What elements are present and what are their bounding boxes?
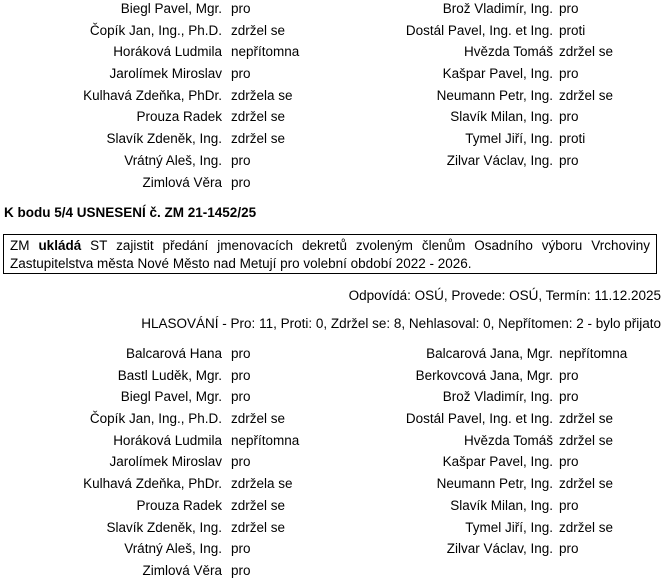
vote-value: zdržel se [559,87,614,103]
vote-value: proti [559,131,586,147]
vote-value: pro [559,454,579,470]
vote-value: zdržel se [231,497,286,513]
vote-row [0,20,667,42]
vote-row [0,41,667,63]
vote-value: nepřítomna [559,346,628,361]
vote-value: zdržel se [559,476,614,492]
vote-value: pro [231,66,251,82]
council-member-name: Jarolímek Miroslav [109,66,222,82]
vote-row [0,408,667,430]
vote-value: zdržel se [231,109,286,125]
council-member-name: Balcarová Hana [125,346,222,361]
vote-list-bottom [0,343,667,582]
vote-value: pro [231,389,251,405]
council-member-name: Bastl Luděk, Mgr. [117,367,222,383]
council-member-name: Berkovcová Jana, Mgr. [415,367,553,383]
vote-row [0,343,667,365]
council-member-name: Dostál Pavel, Ing. et Ing. [405,411,553,427]
vote-value: pro [231,454,251,470]
vote-row [0,473,667,495]
council-member-name: Dostál Pavel, Ing. et Ing. [405,22,553,38]
council-member-name: Kulhavá Zdeňka, PhDr. [83,87,222,103]
council-member-name: Vrátný Aleš, Ing. [124,541,222,557]
council-member-name: Slavík Zdeněk, Ing. [106,519,222,535]
vote-row [0,0,667,20]
vote-value: zdržel se [559,519,614,535]
vote-value: pro [559,541,579,557]
council-member-name: Hvězda Tomáš [463,432,553,448]
vote-list-top [0,0,667,193]
vote-value: pro [231,152,251,168]
vote-value: pro [231,541,251,557]
council-member-name: Neumann Petr, Ing. [436,87,553,103]
council-member-name: Horáková Ludmila [113,44,222,60]
vote-value: nepřítomna [231,44,300,60]
vote-row [0,517,667,539]
council-member-name: Balcarová Jana, Mgr. [426,346,553,361]
resolution-text: ST zajistit předání jmenovacích dekretů zvoleným členům Osadního výboru Vrchoviny Zastupitelstva města Nové Město nad Metují pro volební období 2022 - 2026. [10,238,650,271]
vote-value: zdržel se [559,411,614,427]
vote-value: pro [559,1,579,16]
vote-row [0,560,667,582]
council-member-name: Slavík Milan, Ing. [450,109,553,125]
vote-value: zdržel se [559,432,614,448]
vote-value: pro [231,1,251,16]
council-member-name: Zilvar Václav, Ing. [446,541,553,557]
vote-row [0,85,667,107]
council-member-name: Brož Vladimír, Ing. [442,389,553,405]
council-member-name: Slavík Zdeněk, Ing. [106,131,222,147]
vote-row [0,386,667,408]
council-member-name: Kašpar Pavel, Ing. [442,454,553,470]
resolution-prefix: ZM [10,238,30,253]
vote-row [0,430,667,452]
council-member-name: Slavík Milan, Ing. [450,497,553,513]
responsibility-line: Odpovídá: OSÚ, Provede: OSÚ, Termín: 11.12.2025 [348,288,661,303]
agenda-item-heading: K bodu 5/4 USNESENÍ č. ZM 21-1452/25 [4,205,257,220]
vote-row [0,365,667,387]
council-member-name: Horáková Ludmila [113,432,222,448]
council-member-name: Biegl Pavel, Mgr. [120,389,222,405]
council-member-name: Brož Vladimír, Ing. [442,1,553,16]
council-member-name: Čopík Jan, Ing., Ph.D. [89,22,222,38]
council-member-name: Zimlová Věra [142,174,222,190]
vote-row [0,495,667,517]
vote-value: pro [231,174,251,190]
vote-value: pro [559,367,579,383]
council-member-name: Kašpar Pavel, Ing. [442,66,553,82]
vote-value: pro [559,497,579,513]
vote-value: zdržela se [231,476,293,492]
vote-row [0,172,667,194]
voting-summary: HLASOVÁNÍ - Pro: 11, Proti: 0, Zdržel se: 8, Nehlasoval: 0, Nepřítomen: 2 - bylo přijato [141,316,661,331]
council-member-name: Prouza Radek [136,497,222,513]
council-member-name: Vrátný Aleš, Ing. [124,152,222,168]
council-member-name: Jarolímek Miroslav [109,454,222,470]
vote-row [0,150,667,172]
vote-value: pro [559,66,579,82]
vote-row [0,106,667,128]
vote-value: pro [559,389,579,405]
vote-value: pro [231,346,251,361]
vote-row [0,451,667,473]
vote-value: proti [559,22,586,38]
vote-value: zdržel se [231,519,286,535]
council-member-name: Biegl Pavel, Mgr. [120,1,222,16]
council-member-name: Tymel Jiří, Ing. [465,131,553,147]
vote-value: zdržel se [231,22,286,38]
council-member-name: Čopík Jan, Ing., Ph.D. [89,411,222,427]
vote-value: zdržel se [559,44,614,60]
council-member-name: Neumann Petr, Ing. [436,476,553,492]
vote-value: pro [559,109,579,125]
vote-value: pro [559,152,579,168]
council-member-name: Tymel Jiří, Ing. [465,519,553,535]
vote-value: pro [231,562,251,578]
vote-value: zdržela se [231,87,293,103]
council-member-name: Hvězda Tomáš [463,44,553,60]
council-member-name: Prouza Radek [136,109,222,125]
vote-value: zdržel se [231,131,286,147]
council-member-name: Zimlová Věra [142,562,222,578]
vote-value: nepřítomna [231,432,300,448]
vote-row [0,128,667,150]
resolution-verb: ukládá [38,238,82,253]
vote-row [0,538,667,560]
council-member-name: Kulhavá Zdeňka, PhDr. [83,476,222,492]
vote-value: zdržel se [231,411,286,427]
resolution-box [3,234,657,274]
vote-row [0,63,667,85]
vote-value: pro [231,367,251,383]
council-member-name: Zilvar Václav, Ing. [446,152,553,168]
